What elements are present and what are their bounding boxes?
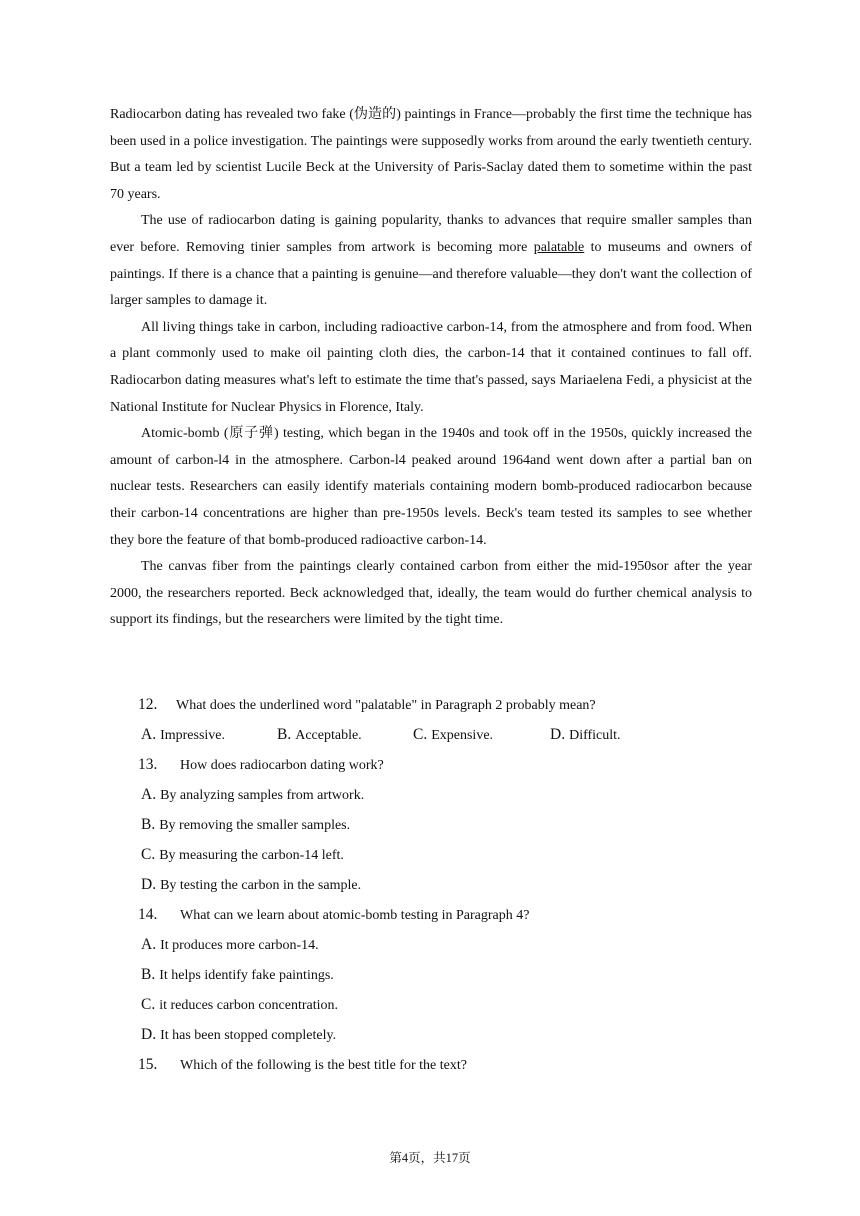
option-c: C. Expensive. bbox=[413, 726, 494, 743]
option-c: C. By measuring the carbon-14 left. bbox=[141, 846, 344, 863]
question-number: 15. bbox=[138, 1056, 158, 1073]
question-12 bbox=[138, 690, 758, 720]
question-15 bbox=[138, 1050, 758, 1080]
question-14 bbox=[138, 900, 758, 930]
option-b: B. Acceptable. bbox=[277, 726, 362, 743]
question-number: 13. bbox=[138, 756, 158, 773]
paragraph-2-text-after: to museums and owners of paintings. If there is a chance that a painting is genuine—and therefore valuable—they don't want the collection of larger samples to damage it. bbox=[110, 239, 753, 309]
option-a: A. It produces more carbon-14. bbox=[141, 936, 319, 953]
option-a: A. By analyzing samples from artwork. bbox=[141, 786, 365, 803]
question-text: What does the underlined word "palatable" in Paragraph 2 probably mean? bbox=[176, 698, 596, 713]
question-text: How does radiocarbon dating work? bbox=[180, 758, 384, 773]
option-d: D. It has been stopped completely. bbox=[141, 1026, 337, 1043]
paragraph-5: The canvas fiber from the paintings clearly contained carbon from either the mid-1950sor after the year 2000, the researchers reported. Beck acknowledged that, ideally, the team would do further chemical analysis to support its findings, but the researchers were limited by the tight time. bbox=[110, 559, 752, 628]
question-number: 14. bbox=[138, 906, 158, 923]
underlined-word: palatable bbox=[533, 239, 585, 255]
option-d: D. Difficult. bbox=[550, 726, 621, 743]
page-footer: 第4页，共17页 bbox=[389, 1151, 471, 1165]
option-a: A. Impressive. bbox=[141, 726, 226, 743]
question-text: What can we learn about atomic-bomb testing in Paragraph 4? bbox=[180, 908, 530, 923]
paragraph-4: Atomic-bomb (原子弹) testing, which began in the 1940s and took off in the 1950s, quickly increased the amount of carbon-l4 in the atmosphere. Carbon-l4 peaked around 1964and went down after a partial ban on nuclear tests. Researchers can easily identify materials containing modern bomb-produced radiocarbon because their carbon-14 concentrations are higher than pre-1950s levels. Beck's team tested its samples to see whether they bore the feature of that bomb-produced radioactive carbon-14. bbox=[110, 426, 752, 548]
question-list bbox=[138, 690, 758, 1080]
question-13 bbox=[138, 750, 758, 780]
paragraph-3: All living things take in carbon, including radioactive carbon-14, from the atmosphere and from food. When a plant commonly used to make oil painting cloth dies, the carbon-14 that it contained continues to fall off. Radiocarbon dating measures what's left to estimate the time that's passed, says Mariaelena Fedi, a physicist at the National Institute for Nuclear Physics in Florence, Italy. bbox=[110, 319, 752, 415]
question-number: 12. bbox=[138, 696, 158, 713]
question-12-options bbox=[138, 720, 758, 750]
question-text: Which of the following is the best title for the text? bbox=[180, 1058, 467, 1073]
option-b: B. By removing the smaller samples. bbox=[141, 816, 351, 833]
option-c: C. it reduces carbon concentration. bbox=[141, 996, 339, 1013]
option-d: D. By testing the carbon in the sample. bbox=[141, 876, 362, 893]
paragraph-1: Radiocarbon dating has revealed two fake (伪造的) paintings in France—probably the first time the technique has been used in a police investigation. The paintings were supposedly works from around the early twentieth century. But a team led by scientist Lucile Beck at the University of Paris-Saclay dated them to sometime within the past 70 years. bbox=[110, 107, 752, 202]
reading-passage bbox=[110, 102, 752, 634]
paragraph-2-text-before: The use of radiocarbon dating is gaining popularity, thanks to advances that require smaller samples than ever before. Removing tinier samples from artwork is becoming more bbox=[110, 213, 752, 255]
paragraph-2 bbox=[110, 208, 752, 314]
option-b: B. It helps identify fake paintings. bbox=[141, 966, 334, 983]
